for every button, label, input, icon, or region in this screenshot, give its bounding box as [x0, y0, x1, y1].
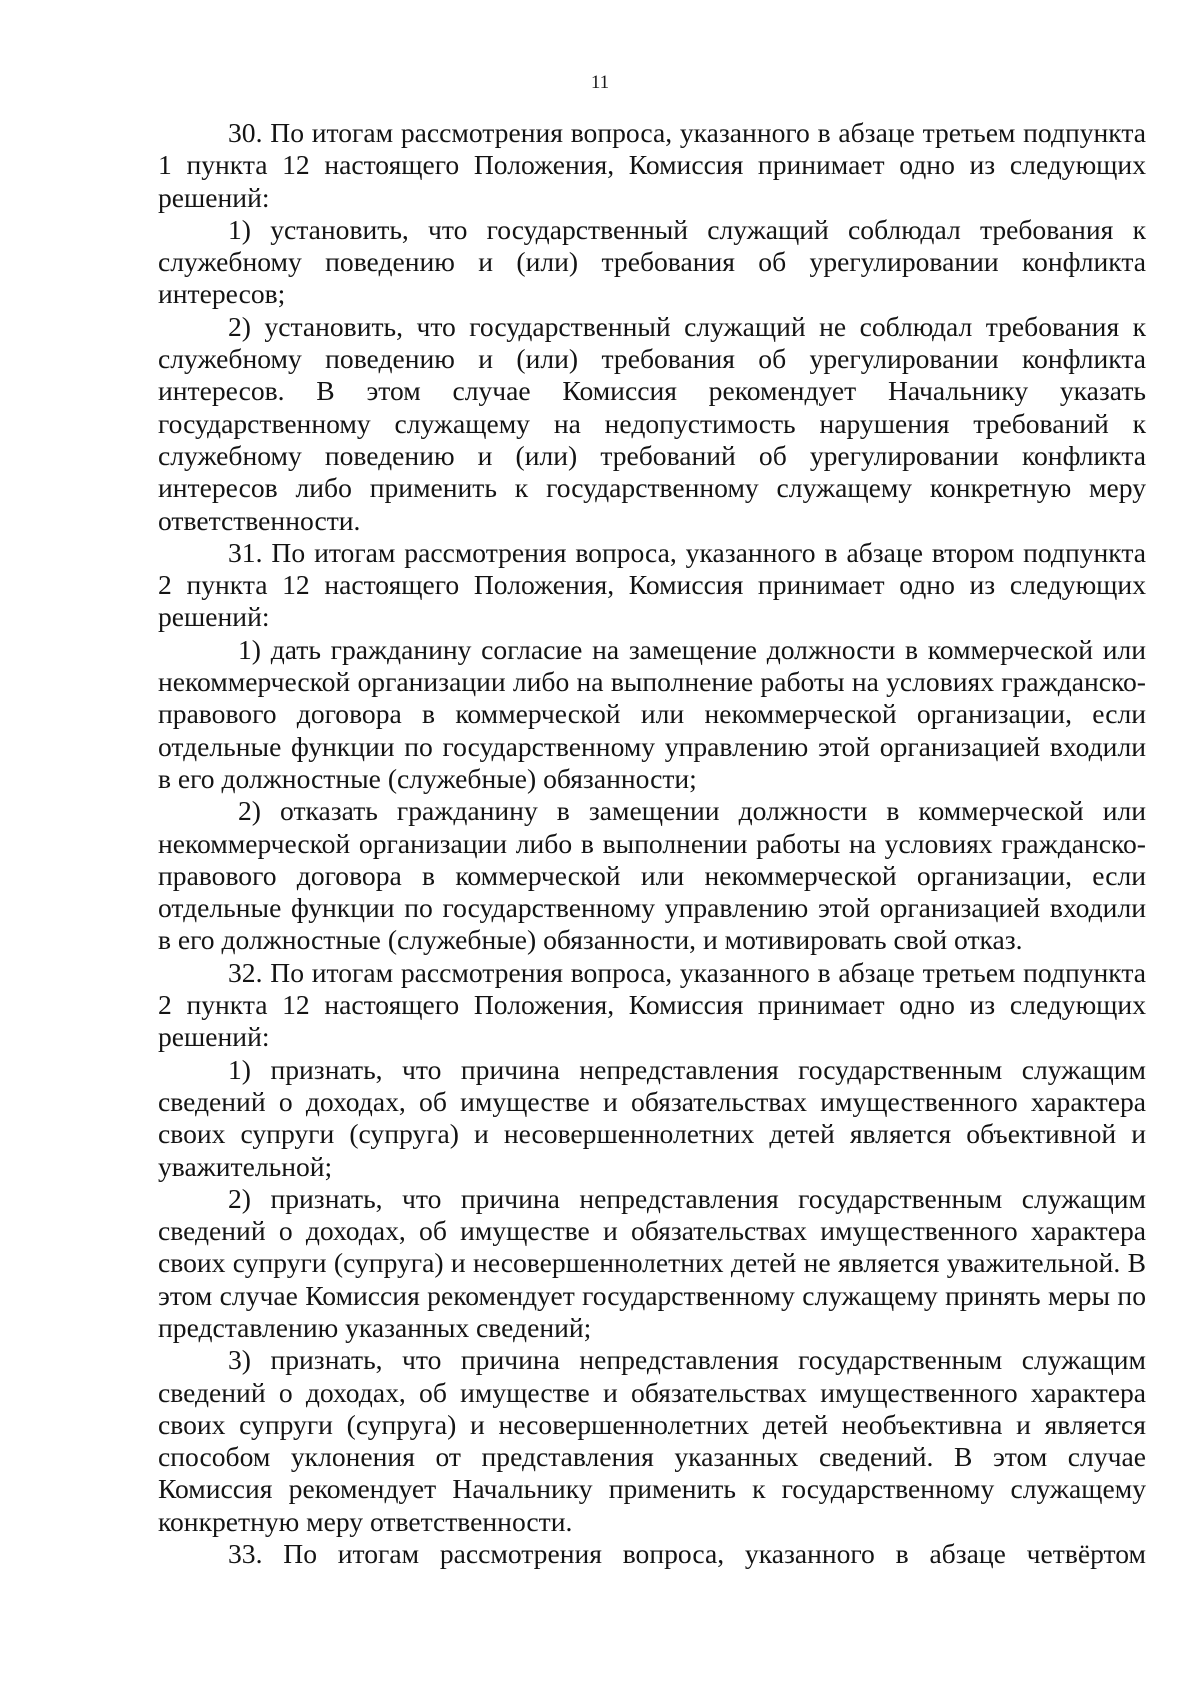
paragraph-31: 31. По итогам рассмотрения вопроса, указанного в абзаце втором подпункта 2 пункта 12 настоящего Положения, Комиссия принимает одно из следующих решений: — [158, 536, 1146, 633]
paragraph-32: 32. По итогам рассмотрения вопроса, указанного в абзаце третьем подпункта 2 пункта 12 настоящего Положения, Комиссия принимает одно из следующих решений: — [158, 956, 1146, 1053]
paragraph-30: 30. По итогам рассмотрения вопроса, указанного в абзаце третьем подпункта 1 пункта 12 настоящего Положения, Комиссия принимает одно из следующих решений: — [158, 117, 1146, 213]
paragraph-32-item-2: 2) признать, что причина непредставления государственным служащим сведений о доходах, об имуществе и обязательствах имущественного характера своих супруги (супруга) и несовершеннолетних детей не является уважительной. В этом случае Комиссия рекомендует государственному служащему принять меры по представлению указанных сведений; — [158, 1182, 1146, 1343]
paragraph-32-item-1: 1) признать, что причина непредставления государственным служащим сведений о доходах, об имуществе и обязательствах имущественного характера своих супруги (супруга) и несовершеннолетних детей является объективной и уважительной; — [158, 1053, 1146, 1182]
document-body — [158, 117, 1146, 1570]
paragraph-30-item-1: 1) установить, что государственный служащий соблюдал требования к служебному поведению и (или) требования об урегулировании конфликта интересов; — [158, 213, 1146, 310]
paragraph-30-item-2: 2) установить, что государственный служащий не соблюдал требования к служебному поведению и (или) требования об урегулировании конфликта интересов. В этом случае Комиссия рекомендует Начальнику указать государственному служащему на недопустимость нарушения требований к служебному поведению и (или) требований об урегулировании конфликта интересов либо применить к государственному служащему конкретную меру ответственности. — [158, 310, 1146, 536]
paragraph-31-item-2: 2) отказать гражданину в замещении должности в коммерческой или некоммерческой организации либо в выполнении работы на условиях гражданско-правового договора в коммерческой или некоммерческой организации, если отдельные функции по государственному управлению этой организацией входили в его должностные (служебные) обязанности, и мотивировать свой отказ. — [158, 795, 1146, 956]
page-number: 11 — [590, 72, 610, 93]
paragraph-31-item-1: 1) дать гражданину согласие на замещение должности в коммерческой или некоммерческой организации либо на выполнение работы на условиях гражданско-правового договора в коммерческой или некоммерческой организации, если отдельные функции по государственному управлению этой организацией входили в его должностные (служебные) обязанности; — [158, 633, 1146, 794]
paragraph-33: 33. По итогам рассмотрения вопроса, указанного в абзаце четвёртом — [228, 1538, 1146, 1570]
paragraph-32-item-3: 3) признать, что причина непредставления государственным служащим сведений о доходах, об имуществе и обязательствах имущественного характера своих супруги (супруга) и несовершеннолетних детей необъективна и является способом уклонения от представления указанных сведений. В этом случае Комиссия рекомендует Начальнику применить к государственному служащему конкретную меру ответственности. — [158, 1344, 1146, 1537]
